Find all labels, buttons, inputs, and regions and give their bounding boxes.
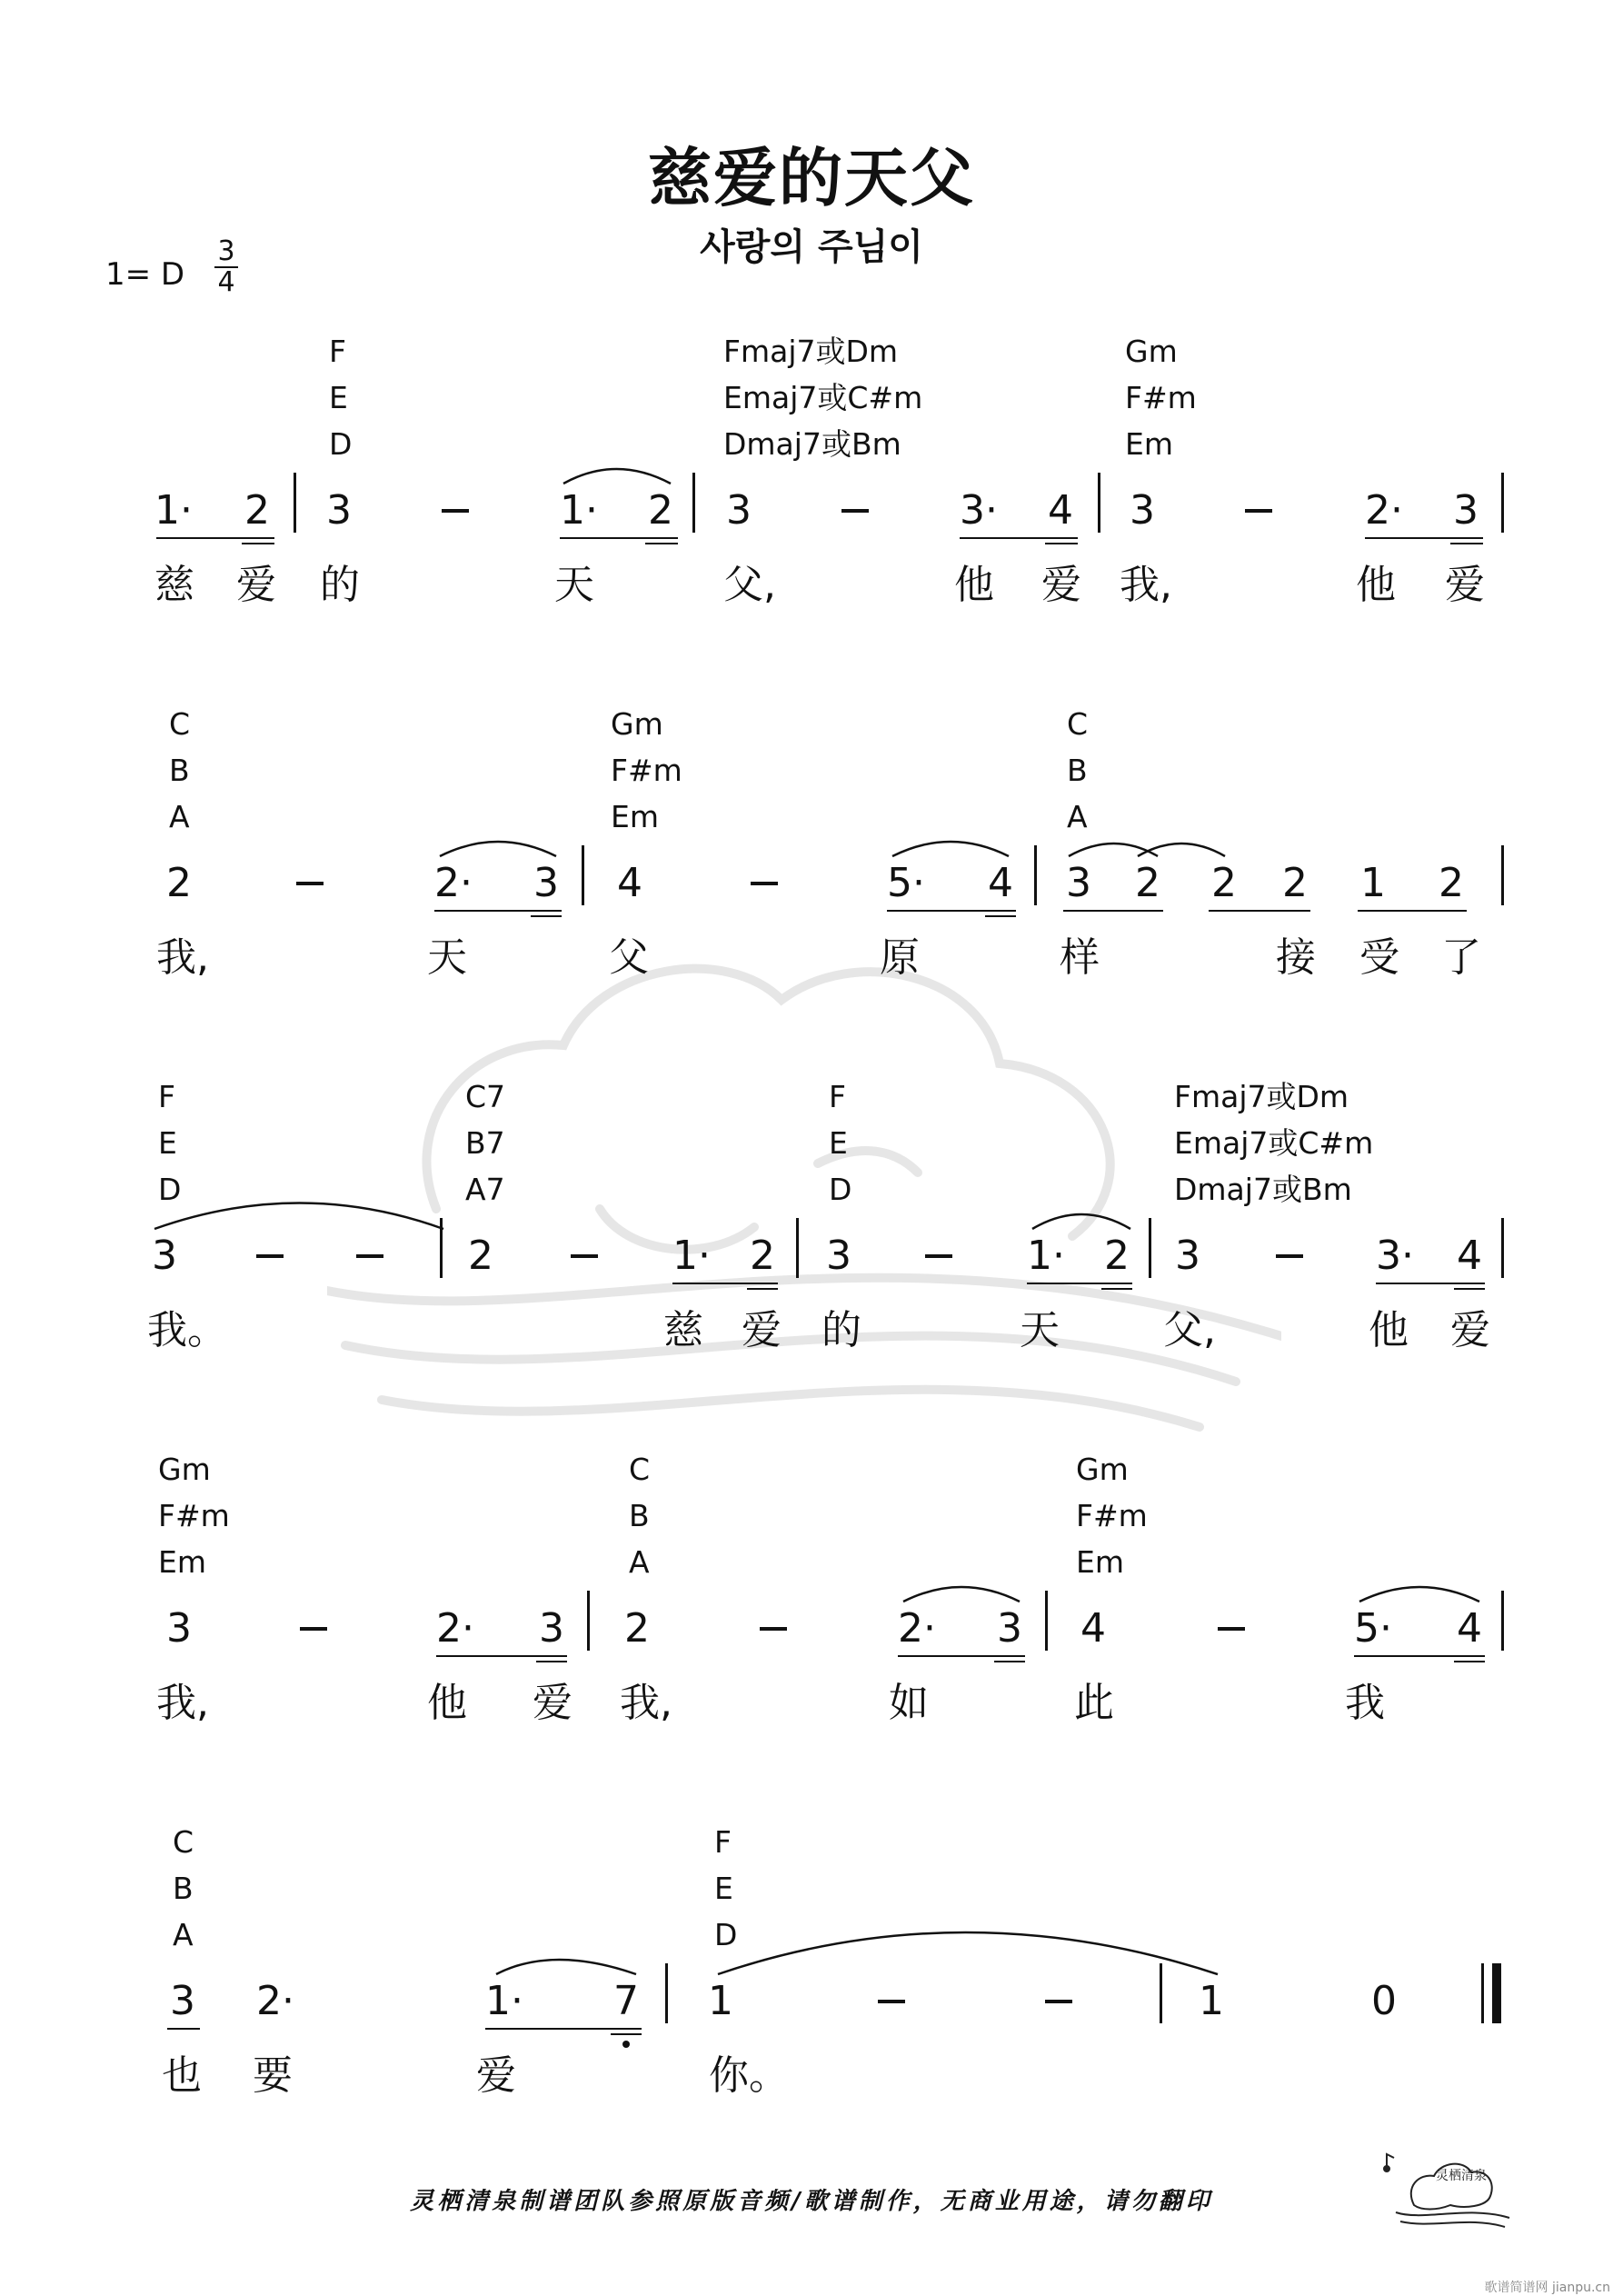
lyric: 慈 bbox=[154, 562, 194, 608]
lyric: 爱 bbox=[533, 1680, 573, 1726]
chord-s3-1-mid: E bbox=[158, 1125, 177, 1161]
chord-s2-2-top: Gm bbox=[611, 706, 663, 742]
chord-s2-3-mid: B bbox=[1067, 753, 1088, 788]
note: 2· bbox=[256, 1978, 294, 2024]
note: 3 bbox=[539, 1605, 564, 1652]
lyric: 样 bbox=[1060, 934, 1100, 981]
note: 2 bbox=[1282, 860, 1308, 906]
key-signature: 1= D bbox=[105, 256, 185, 293]
slur bbox=[440, 842, 556, 856]
note: 5· bbox=[1354, 1605, 1392, 1652]
slur bbox=[563, 469, 671, 484]
note: 1 bbox=[708, 1978, 733, 2024]
slur bbox=[496, 1960, 636, 1974]
lyric: 他 bbox=[1356, 562, 1396, 608]
note: 3 bbox=[533, 860, 559, 906]
chord-s3-1-bot: D bbox=[158, 1172, 182, 1207]
chord-s5-2-mid: E bbox=[714, 1871, 733, 1906]
chord-s4-3-top: Gm bbox=[1076, 1452, 1129, 1487]
chord-s1-1-mid: E bbox=[329, 380, 348, 415]
chord-s1-3-top: Gm bbox=[1125, 334, 1178, 369]
lyric: 我。 bbox=[147, 1307, 227, 1353]
note: 1 bbox=[1199, 1978, 1224, 2024]
note: 1· bbox=[1027, 1233, 1065, 1279]
lyric: 我, bbox=[156, 1680, 209, 1726]
tie bbox=[154, 1203, 443, 1230]
chord-s1-3-bot: Em bbox=[1125, 426, 1173, 462]
lyric: 此 bbox=[1074, 1680, 1114, 1726]
chord-s4-2-mid: B bbox=[629, 1498, 650, 1533]
note: 2· bbox=[436, 1605, 474, 1652]
lyric: 如 bbox=[889, 1680, 929, 1726]
lyric: 爱 bbox=[1445, 562, 1485, 608]
chord-s4-2-top: C bbox=[629, 1452, 651, 1487]
lyric: 我, bbox=[620, 1680, 672, 1726]
note: 1 bbox=[1360, 860, 1386, 906]
chord-s3-2-top: C7 bbox=[465, 1079, 506, 1114]
note: 4 bbox=[1080, 1605, 1106, 1652]
lyric: 爱 bbox=[236, 562, 276, 608]
time-signature-top: 3 bbox=[217, 235, 235, 267]
chord-s5-2-top: F bbox=[714, 1824, 732, 1860]
lyric: 他 bbox=[427, 1680, 467, 1726]
slur bbox=[1069, 844, 1158, 856]
chord-s1-2-bot: Dmaj7或Bm bbox=[723, 426, 901, 462]
chord-s1-2-top: Fmaj7或Dm bbox=[723, 334, 899, 369]
chord-s1-1-top: F bbox=[329, 334, 346, 369]
note: 2 bbox=[1135, 860, 1160, 906]
note: 2 bbox=[750, 1233, 775, 1279]
note: 3 bbox=[726, 487, 752, 534]
chord-s4-1-bot: Em bbox=[158, 1544, 206, 1580]
lyric: 天 bbox=[427, 934, 467, 981]
note: 3· bbox=[960, 487, 998, 534]
lyric: 爱 bbox=[1450, 1307, 1490, 1353]
chord-s3-4-mid: Emaj7或C#m bbox=[1174, 1125, 1374, 1161]
chord-s5-1-top: C bbox=[173, 1824, 194, 1860]
note: 4 bbox=[1048, 487, 1073, 534]
chord-s1-1-bot: D bbox=[329, 426, 353, 462]
chord-s2-1-bot: A bbox=[169, 799, 190, 834]
note: 3· bbox=[1376, 1233, 1414, 1279]
chord-s4-1-mid: F#m bbox=[158, 1498, 230, 1533]
lyric: 受 bbox=[1359, 934, 1399, 981]
chord-s3-3-bot: D bbox=[829, 1172, 852, 1207]
site-watermark: 歌谱简谱网 jianpu.cn bbox=[1484, 2281, 1610, 2295]
note: 2 bbox=[468, 1233, 493, 1279]
lyric: 父 bbox=[609, 934, 649, 981]
note: 7 bbox=[613, 1978, 639, 2024]
note: 0 bbox=[1371, 1978, 1397, 2024]
chord-s5-2-bot: D bbox=[714, 1917, 738, 1952]
note: 2 bbox=[1211, 860, 1237, 906]
slur bbox=[1032, 1214, 1130, 1229]
lyric: 要 bbox=[253, 2052, 293, 2099]
note: 3 bbox=[1175, 1233, 1200, 1279]
note: 1· bbox=[560, 487, 598, 534]
chord-s1-3-mid: F#m bbox=[1125, 380, 1197, 415]
page-title: 慈爱的天父 bbox=[648, 141, 975, 215]
chord-s4-3-mid: F#m bbox=[1076, 1498, 1148, 1533]
chord-s3-2-bot: A7 bbox=[465, 1172, 505, 1207]
note: 2· bbox=[434, 860, 473, 906]
time-signature-bottom: 4 bbox=[217, 266, 235, 298]
lyric: 父, bbox=[723, 562, 776, 608]
lyric: 原 bbox=[880, 934, 920, 981]
lyric: 慈 bbox=[663, 1307, 703, 1353]
lyric: 我, bbox=[156, 934, 209, 981]
lyric: 的 bbox=[320, 562, 360, 608]
lyric: 你。 bbox=[709, 2052, 789, 2099]
lyric: 了 bbox=[1441, 934, 1481, 981]
footer-notice: 灵栖清泉制谱团队参照原版音频/歌谱制作，无商业用途，请勿翻印 bbox=[410, 2188, 1213, 2215]
chord-s3-4-top: Fmaj7或Dm bbox=[1174, 1079, 1349, 1114]
note: 2 bbox=[166, 860, 192, 906]
note: 3 bbox=[152, 1233, 177, 1279]
chord-s2-3-bot: A bbox=[1067, 799, 1088, 834]
sheep-logo-icon bbox=[1378, 2141, 1514, 2232]
chord-s3-2-mid: B7 bbox=[465, 1125, 505, 1161]
note: 4 bbox=[1457, 1605, 1482, 1652]
chord-s5-1-bot: A bbox=[173, 1917, 194, 1952]
note: 4 bbox=[617, 860, 642, 906]
chord-s5-1-mid: B bbox=[173, 1871, 194, 1906]
note: 1· bbox=[672, 1233, 711, 1279]
lyric: 天 bbox=[554, 562, 594, 608]
note: 3 bbox=[1130, 487, 1155, 534]
note: 3 bbox=[997, 1605, 1022, 1652]
chord-s2-2-mid: F#m bbox=[611, 753, 682, 788]
slur bbox=[903, 1587, 1020, 1602]
lyric: 爱 bbox=[476, 2052, 516, 2099]
note: 3 bbox=[1066, 860, 1091, 906]
chord-s4-2-bot: A bbox=[629, 1544, 650, 1580]
note: 4 bbox=[1457, 1233, 1482, 1279]
lyric: 我, bbox=[1120, 562, 1172, 608]
note: 1· bbox=[485, 1978, 523, 2024]
slur bbox=[892, 842, 1009, 856]
lyric: 爱 bbox=[742, 1307, 782, 1353]
note: 3 bbox=[1453, 487, 1479, 534]
chord-s3-3-mid: E bbox=[829, 1125, 848, 1161]
chord-s3-4-bot: Dmaj7或Bm bbox=[1174, 1172, 1352, 1207]
note: 2 bbox=[624, 1605, 650, 1652]
lyric: 天 bbox=[1020, 1307, 1060, 1353]
lyric: 接 bbox=[1276, 934, 1316, 981]
lyric: 他 bbox=[1369, 1307, 1409, 1353]
lyric: 他 bbox=[954, 562, 994, 608]
lyric: 的 bbox=[821, 1307, 861, 1353]
slur bbox=[1359, 1587, 1479, 1602]
chord-s2-1-mid: B bbox=[169, 753, 190, 788]
slur bbox=[1138, 844, 1225, 856]
chord-s4-1-top: Gm bbox=[158, 1452, 211, 1487]
tie bbox=[718, 1932, 1218, 1974]
chord-s2-2-bot: Em bbox=[611, 799, 659, 834]
lyric: 也 bbox=[162, 2052, 202, 2099]
chord-s1-2-mid: Emaj7或C#m bbox=[723, 380, 923, 415]
chord-s4-3-bot: Em bbox=[1076, 1544, 1124, 1580]
note: 2 bbox=[648, 487, 673, 534]
lyric: 爱 bbox=[1041, 562, 1081, 608]
note: 2· bbox=[898, 1605, 936, 1652]
note: 4 bbox=[988, 860, 1013, 906]
lyric: 我 bbox=[1345, 1680, 1385, 1726]
note: 2 bbox=[244, 487, 270, 534]
note: 1· bbox=[154, 487, 193, 534]
logo-text: 灵栖清泉 bbox=[1436, 2169, 1487, 2183]
note: 2· bbox=[1365, 487, 1403, 534]
note: 3 bbox=[166, 1605, 192, 1652]
note: 2 bbox=[1439, 860, 1464, 906]
chord-s3-3-top: F bbox=[829, 1079, 846, 1114]
note: 3 bbox=[826, 1233, 851, 1279]
chord-s2-3-top: C bbox=[1067, 706, 1089, 742]
chord-s3-1-top: F bbox=[158, 1079, 175, 1114]
chord-s2-1-top: C bbox=[169, 706, 191, 742]
lyric: 父, bbox=[1163, 1307, 1216, 1353]
page-subtitle: 사랑의 주님이 bbox=[700, 226, 923, 268]
note: 2 bbox=[1104, 1233, 1130, 1279]
note: 3 bbox=[170, 1978, 195, 2024]
note: 3 bbox=[326, 487, 352, 534]
note: 5· bbox=[887, 860, 925, 906]
